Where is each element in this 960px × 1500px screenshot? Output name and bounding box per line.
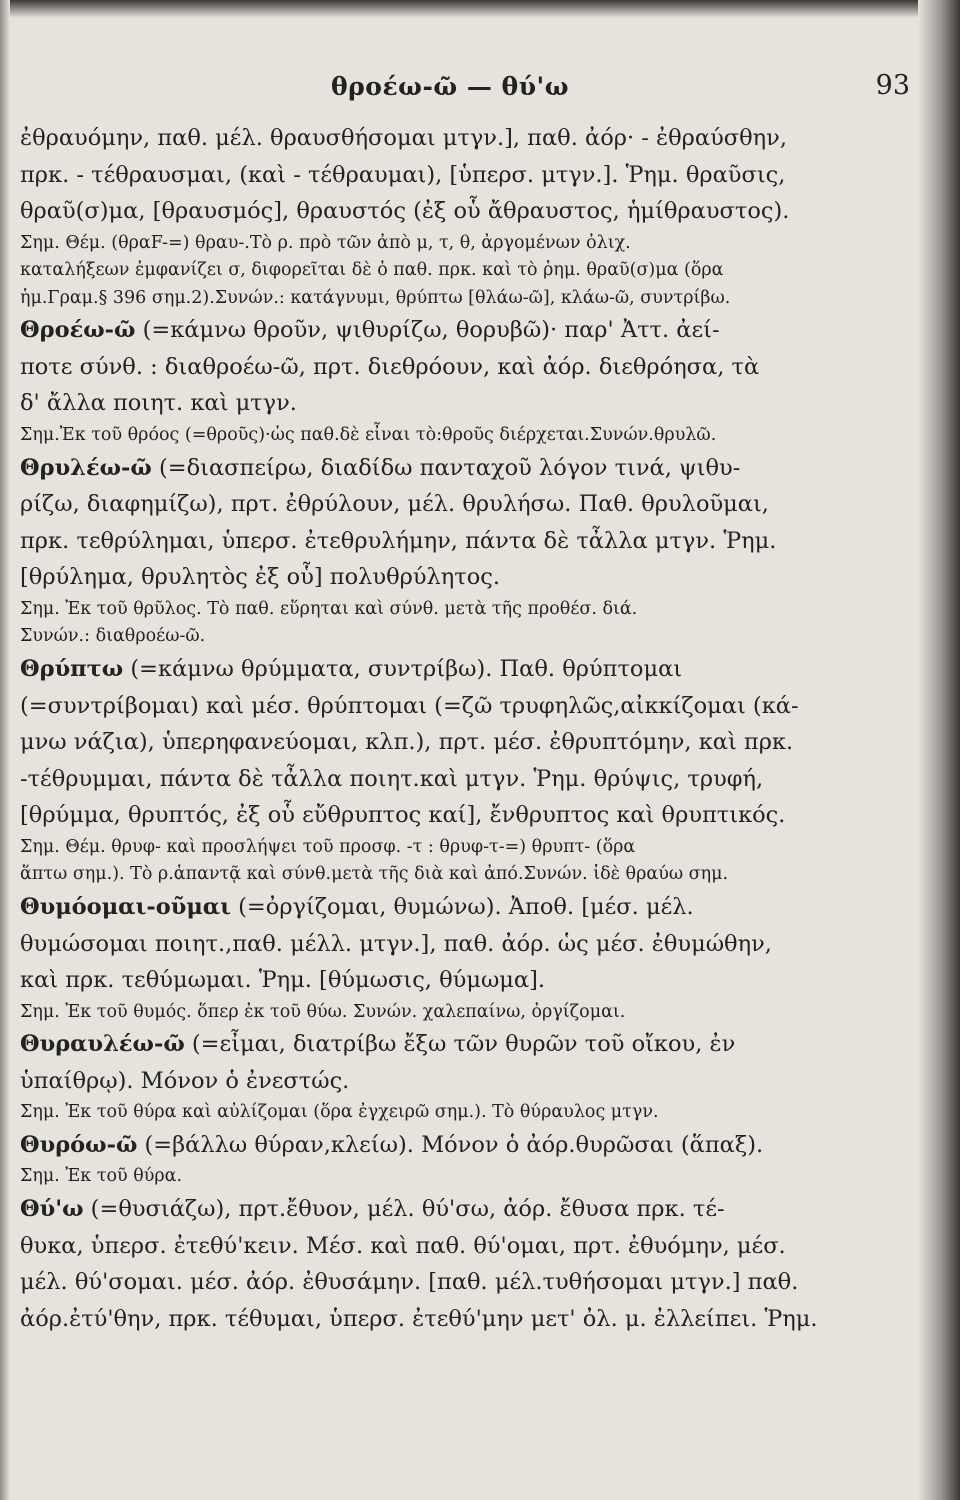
line-text: μνω νάζια), ὑπερηφανεύομαι, κλπ.), πρτ. μέσ. ἐθρυπτόμην, καὶ πρκ. bbox=[20, 729, 794, 756]
headword: Θυρόω-ῶ bbox=[20, 1131, 138, 1158]
line-text: (=διασπείρω, διαδίδω πανταχοῦ λόγον τινά, ψιθυ- bbox=[151, 454, 741, 481]
note-line bbox=[20, 623, 880, 651]
text-line bbox=[20, 926, 880, 963]
headword: Θυραυλέω-ῶ bbox=[20, 1031, 185, 1058]
scan-shadow-top bbox=[0, 0, 960, 18]
line-text: ποτε σύνθ. : διαθροέω-ῶ, πρτ. διεθρόουν, καὶ ἀόρ. διεθρόησα, τὰ bbox=[20, 353, 760, 380]
text-line bbox=[20, 450, 880, 487]
text-line bbox=[20, 157, 880, 194]
headword: Θυμόομαι-οῦμαι bbox=[20, 893, 231, 920]
line-text: θυκα, ὑπερσ. ἐτεθύ'κειν. Μέσ. καὶ παθ. θύ'ομαι, πρτ. ἐθυόμην, μέσ. bbox=[20, 1232, 786, 1259]
line-text: ρίζω, διαφημίζω), πρτ. ἐθρύλουν, μέλ. θρυλήσω. Παθ. θρυλοῦμαι, bbox=[20, 491, 769, 518]
text-line bbox=[20, 1127, 880, 1164]
text-line bbox=[20, 797, 880, 834]
running-title: θροέω-ῶ — θύ'ω bbox=[330, 72, 570, 101]
line-text: Σημ. Θέμ. (θραF-=) θραυ-.Τὸ ρ. πρὸ τῶν ἀπὸ μ, τ, θ, ἀργομένων ὀλιχ. bbox=[20, 232, 631, 253]
page-header bbox=[20, 60, 910, 120]
line-text: θυμώσομαι ποιητ.,παθ. μέλλ. μτγν.], παθ. ἀόρ. ὡς μέσ. ἐθυμώθην, bbox=[20, 930, 772, 957]
text-line bbox=[20, 523, 880, 560]
note-line bbox=[20, 596, 880, 624]
line-text: (=κάμνω θρύμματα, συντρίβω). Παθ. θρύπτομαι bbox=[123, 655, 683, 682]
text-line bbox=[20, 312, 880, 349]
scan-shadow-left bbox=[0, 0, 10, 1500]
line-text: (=βάλλω θύραν,κλείω). Μόνον ὁ ἀόρ.θυρῶσαι (ἅπαξ). bbox=[137, 1131, 764, 1158]
text-line bbox=[20, 349, 880, 386]
headword: Θρύπτω bbox=[20, 655, 124, 682]
line-text: ἐθραυόμην, παθ. μέλ. θραυσθήσομαι μτγν.], παθ. ἀόρ· - ἐθραύσθην, bbox=[20, 125, 787, 151]
line-text: Σημ. Ἐκ τοῦ θρῦλος. Τὸ παθ. εὕρηται καὶ σύνθ. μετὰ τῆς προθέσ. διά. bbox=[20, 598, 638, 619]
text-line bbox=[20, 962, 880, 999]
note-line bbox=[20, 285, 880, 313]
line-text: ἅπτω σημ.). Τὸ ρ.ἁπαντᾷ καὶ σύνθ.μετὰ τῆς διὰ καὶ ἀπό.Συνών. ἰδὲ θραύω σημ. bbox=[20, 864, 729, 885]
line-text: πρκ. - τέθραυσμαι, (καὶ - τέθραυμαι), [ὑπερσ. μτγν.]. Ῥημ. θραῦσις, bbox=[20, 161, 786, 188]
text-line bbox=[20, 1301, 880, 1338]
note-line bbox=[20, 834, 880, 862]
line-text: [θρύμμα, θρυπτός, ἐξ οὗ εὔθρυπτος καί], ἔνθρυπτος καὶ θρυπτικός. bbox=[20, 802, 786, 829]
line-text: Σημ. Θέμ. θρυφ- καὶ προσλήψει τοῦ προσφ. -τ : θρυφ-τ-=) θρυπτ- (ὅρα bbox=[20, 836, 636, 857]
dictionary-text bbox=[20, 120, 880, 1337]
note-line bbox=[20, 257, 880, 285]
line-text: (=κάμνω θροῦν, ψιθυρίζω, θορυβῶ)· παρ' Ἀττ. ἀεί- bbox=[135, 317, 720, 344]
line-text: καταλήξεων ἐμφανίζει σ, διφορεῖται δὲ ὁ παθ. πρκ. καὶ τὸ ῥημ. θραῦ(σ)μα (ὅρα bbox=[20, 260, 724, 281]
line-text: ἡμ.Γραμ.§ 396 σημ.2).Συνών.: κατάγνυμι, θρύπτω [θλάω-ῶ], κλάω-ῶ, συντρίβω. bbox=[20, 287, 731, 308]
text-line bbox=[20, 193, 880, 230]
line-text: [θρύλημα, θρυλητὸς ἐξ οὗ] πολυθρύλητος. bbox=[20, 564, 501, 591]
note-line bbox=[20, 422, 880, 450]
scan-shadow-right bbox=[918, 0, 960, 1500]
text-line bbox=[20, 120, 880, 157]
text-line bbox=[20, 385, 880, 422]
line-text: (=εἶμαι, διατρίβω ἔξω τῶν θυρῶν τοῦ οἴκου, ἐν bbox=[184, 1031, 736, 1058]
note-line bbox=[20, 999, 880, 1027]
text-line bbox=[20, 724, 880, 761]
text-line bbox=[20, 1228, 880, 1265]
line-text: ἀόρ.ἐτύ'θην, πρκ. τέθυμαι, ὑπερσ. ἐτεθύ'μην μετ' ὀλ. μ. ἐλλείπει. Ῥημ. bbox=[20, 1305, 818, 1332]
line-text: δ' ἄλλα ποιητ. καὶ μτγν. bbox=[20, 390, 297, 417]
text-line bbox=[20, 889, 880, 926]
note-line bbox=[20, 230, 880, 258]
line-text: θραῦ(σ)μα, [θραυσμός], θραυστός (ἐξ οὗ ἄθραυστος, ἡμίθραυστος). bbox=[20, 198, 790, 225]
line-text: Σημ. Ἐκ τοῦ θύρα. bbox=[20, 1166, 183, 1187]
line-text: πρκ. τεθρύλημαι, ὑπερσ. ἐτεθρυλήμην, πάντα δὲ τἆλλα μτγν. Ῥημ. bbox=[20, 527, 777, 554]
page-number: 93 bbox=[875, 70, 910, 101]
line-text: (=θυσιάζω), πρτ.ἔθυον, μέλ. θύ'σω, ἀόρ. ἔθυσα πρκ. τέ- bbox=[83, 1195, 725, 1222]
text-line bbox=[20, 651, 880, 688]
text-line bbox=[20, 1264, 880, 1301]
headword: Θρυλέω-ῶ bbox=[20, 454, 152, 481]
note-line bbox=[20, 861, 880, 889]
text-line bbox=[20, 1191, 880, 1228]
line-text: Σημ.Ἐκ τοῦ θρόος (=θροῦς)·ὡς παθ.δὲ εἶναι τὸ:θροῦς διέρχεται.Συνών.θρυλῶ. bbox=[20, 425, 717, 446]
line-text: -τέθρυμμαι, πάντα δὲ τἆλλα ποιητ.καὶ μτγν. Ῥημ. θρύψις, τρυφή, bbox=[20, 765, 764, 792]
line-text: (=ὀργίζομαι, θυμώνω). Ἀποθ. [μέσ. μέλ. bbox=[231, 893, 694, 920]
line-text: Σημ. Ἐκ τοῦ θύρα καὶ αὐλίζομαι (ὅρα ἐγχειρῶ σημ.). Τὸ θύραυλος μτγν. bbox=[20, 1102, 659, 1123]
line-text: Σημ. Ἐκ τοῦ θυμός. ὅπερ ἐκ τοῦ θύω. Συνών. χαλεπαίνω, ὀργίζομαι. bbox=[20, 1001, 626, 1022]
line-text: ὑπαίθρῳ). Μόνον ὁ ἐνεστώς. bbox=[20, 1067, 350, 1094]
headword: Θύ'ω bbox=[20, 1195, 84, 1222]
text-line bbox=[20, 559, 880, 596]
line-text: (=συντρίβομαι) καὶ μέσ. θρύπτομαι (=ζῶ τρυφηλῶς,αἰκκίζομαι (κά- bbox=[20, 692, 799, 719]
dictionary-page bbox=[20, 60, 910, 1337]
text-line bbox=[20, 486, 880, 523]
text-line bbox=[20, 761, 880, 798]
headword: Θροέω-ῶ bbox=[20, 317, 136, 344]
line-text: καὶ πρκ. τεθύμωμαι. Ῥημ. [θύμωσις, θύμωμα]. bbox=[20, 967, 546, 994]
text-line bbox=[20, 1026, 880, 1063]
note-line bbox=[20, 1099, 880, 1127]
text-line bbox=[20, 1063, 880, 1100]
line-text: Συνών.: διαθροέω-ῶ. bbox=[20, 626, 206, 647]
line-text: μέλ. θύ'σομαι. μέσ. ἀόρ. ἐθυσάμην. [παθ. μέλ.τυθήσομαι μτγν.] παθ. bbox=[20, 1269, 799, 1296]
note-line bbox=[20, 1163, 880, 1191]
text-line bbox=[20, 688, 880, 725]
